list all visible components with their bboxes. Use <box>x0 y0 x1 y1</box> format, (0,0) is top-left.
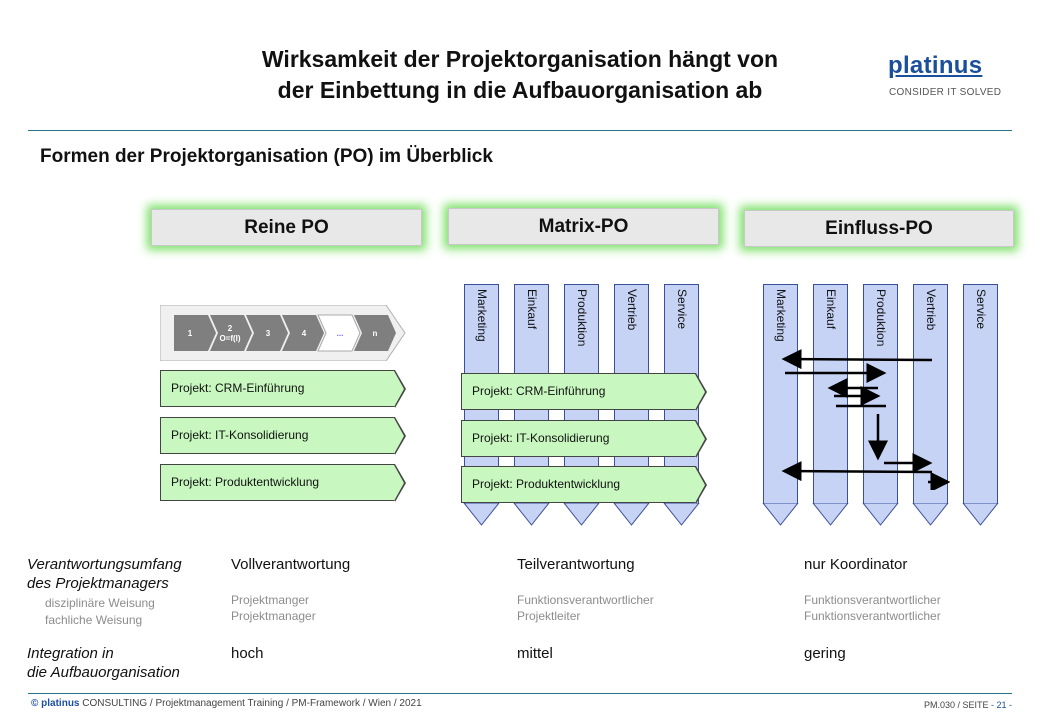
einfluss-po-header: Einfluss-PO <box>744 210 1014 247</box>
dept-arrowhead <box>514 503 549 525</box>
integration-label-line1: Integration in <box>27 645 114 662</box>
reine-technical: Projektmanager <box>231 609 316 623</box>
reine-po-header: Reine PO <box>151 209 422 246</box>
matrix-technical: Projektleiter <box>517 609 581 623</box>
project-label: Projekt: CRM-Einführung <box>160 370 395 407</box>
einfluss-discipline: Funktionsverantwortlicher <box>804 593 941 607</box>
dept-arrowhead <box>564 503 599 525</box>
dept-label: Vertrieb <box>625 289 639 331</box>
project-arrow-fill <box>394 371 404 407</box>
matrix-dept-arrowheads <box>463 503 703 527</box>
process-step-1 <box>174 315 216 351</box>
dept-arrowhead <box>963 503 998 525</box>
discipline-label: disziplinäre Weisung <box>45 596 155 610</box>
reine-project-crm <box>160 370 406 408</box>
arrow-left <box>784 359 932 360</box>
process-step-label: 2 <box>227 324 233 333</box>
project-arrow-fill <box>695 374 705 410</box>
einfluss-integration: gering <box>804 645 846 662</box>
reine-discipline: Projektmanger <box>231 593 310 607</box>
footer-doc-id: PM.030 / SEITE <box>924 700 989 710</box>
footer-page-info <box>924 700 1012 710</box>
footer-text: / Projektmanagement Training / PM-Framework / Wien / 2021 <box>149 698 422 709</box>
einfluss-technical: Funktionsverantwortlicher <box>804 609 941 623</box>
reine-project-it <box>160 417 406 455</box>
responsibility-label-line2: des Projektmanagers <box>27 575 169 592</box>
project-arrow-fill <box>695 421 705 457</box>
matrix-integration: mittel <box>517 645 553 662</box>
logo-tagline: CONSIDER IT SOLVED <box>889 87 1002 98</box>
coordination-arrows <box>760 340 950 490</box>
project-label: Projekt: Produktentwicklung <box>160 464 395 501</box>
matrix-project-it <box>461 420 707 458</box>
responsibility-label <box>27 555 182 593</box>
dept-label: Marketing <box>774 289 788 342</box>
dept-arrowhead <box>913 503 948 525</box>
reine-integration: hoch <box>231 645 264 662</box>
process-step-label: ... <box>336 329 344 338</box>
footer-brand: platinus <box>41 698 80 709</box>
platinus-logo: platinus <box>888 52 983 79</box>
matrix-discipline: Funktionsverantwortlicher <box>517 593 654 607</box>
dept-label: Vertrieb <box>924 289 938 331</box>
dept-label: Service <box>974 289 988 330</box>
arrow-left <box>784 471 932 472</box>
matrix-po-header: Matrix-PO <box>448 208 719 245</box>
einfluss-responsibility: nur Koordinator <box>804 556 908 573</box>
responsibility-label-line1: Verantwortungsumfang <box>27 556 182 573</box>
title-line-2: der Einbettung in die Aufbauorganisation ab <box>277 77 763 103</box>
dept-arrowhead <box>664 503 699 525</box>
process-step-label: n <box>372 329 378 338</box>
reine-responsibility: Vollverantwortung <box>231 556 351 573</box>
dept-arrowhead <box>763 503 798 525</box>
reine-project-product <box>160 464 406 502</box>
dept-label: Einkauf <box>824 289 838 330</box>
dept-arrowhead <box>813 503 848 525</box>
copyright-symbol: © <box>31 698 39 709</box>
matrix-project-product <box>461 466 707 504</box>
dept-label: Produktion <box>575 289 589 347</box>
dept-arrowhead <box>614 503 649 525</box>
project-arrow-fill <box>394 418 404 454</box>
page-number: - 21 - <box>991 700 1013 710</box>
dept-label: Produktion <box>874 289 888 347</box>
project-label: Projekt: Produktentwicklung <box>461 466 696 503</box>
matrix-responsibility: Teilverantwortung <box>517 556 635 573</box>
project-label: Projekt: IT-Konsolidierung <box>160 417 395 454</box>
matrix-project-crm <box>461 373 707 411</box>
process-chain-diagram <box>160 305 406 361</box>
process-step-label: 3 <box>265 329 271 338</box>
project-label: Projekt: IT-Konsolidierung <box>461 420 696 457</box>
header-divider <box>28 130 1012 131</box>
footer-divider <box>28 693 1012 694</box>
project-arrow-fill <box>394 465 404 501</box>
project-arrow-fill <box>695 467 705 503</box>
slide-title <box>170 44 870 106</box>
integration-label <box>27 644 180 682</box>
technical-label: fachliche Weisung <box>45 613 143 627</box>
title-line-1: Wirksamkeit der Projektorganisation hängt von <box>261 46 779 72</box>
footer-consulting: CONSULTING <box>82 698 148 709</box>
process-step-sublabel: O=f(I) <box>219 334 241 343</box>
dept-label: Marketing <box>475 289 489 342</box>
einfluss-dept-service <box>963 284 998 504</box>
slide-subtitle: Formen der Projektorganisation (PO) im Überblick <box>40 146 493 167</box>
dept-label: Einkauf <box>525 289 539 330</box>
project-label: Projekt: CRM-Einführung <box>461 373 696 410</box>
process-step-label: 4 <box>301 329 307 338</box>
integration-label-line2: die Aufbauorganisation <box>27 664 180 681</box>
footer-credit <box>31 698 422 709</box>
dept-arrowhead <box>863 503 898 525</box>
dept-label: Service <box>675 289 689 330</box>
process-step-label: 1 <box>187 329 193 338</box>
dept-arrowhead <box>464 503 499 525</box>
einfluss-dept-arrowheads <box>762 503 1002 527</box>
